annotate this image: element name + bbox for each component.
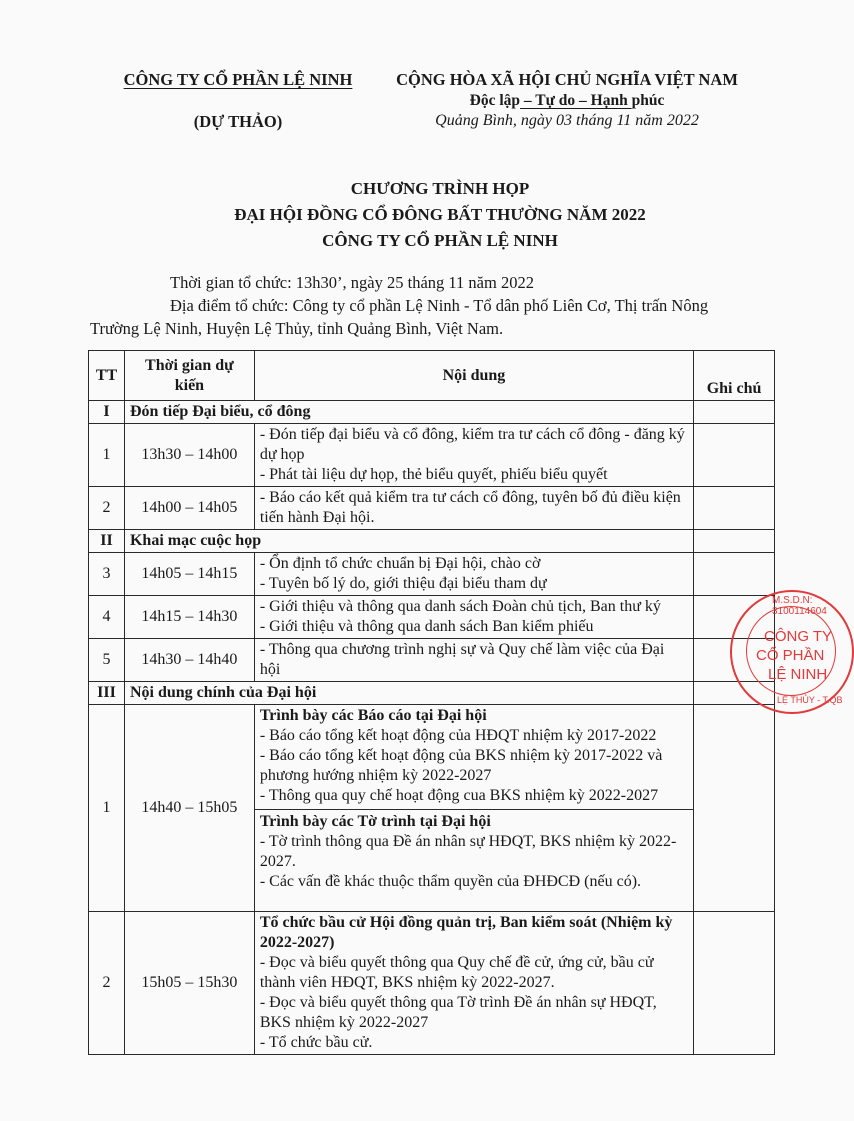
motto-part-1: Độc lập [469,92,521,109]
note-cell [694,705,775,912]
col-header-note: Ghi chú [694,351,775,401]
section-title: Khai mạc cuộc họp [124,530,693,553]
content-line: - Báo cáo tổng kết hoạt động của HĐQT nhiệm kỳ 2017-2022 [259,727,657,744]
seal-line-2: CỔ PHẦN [756,647,825,664]
section-row [89,401,775,424]
content-line: - Ổn định tổ chức chuẩn bị Đại hội, chào cờ [259,555,541,572]
row-content [254,553,693,596]
row-time: 14h05 – 14h15 [124,553,254,596]
seal-location: LỆ THỦY - T.QB [777,695,843,705]
title-line-1: CHƯƠNG TRÌNH HỌP [350,179,530,198]
section-row [89,530,775,553]
seal-line-1: CÔNG TY [764,628,833,645]
nation-header [382,70,752,130]
content-line: - Các vấn đề khác thuộc thẩm quyền của ĐHĐCĐ (nếu có). [259,873,642,890]
content-line: - Đọc và biểu quyết thông qua Tờ trình Đề án nhân sự HĐQT, BKS nhiệm kỳ 2022-2027 [259,994,657,1031]
row-time: 13h30 – 14h00 [124,424,254,487]
content-line: - Giới thiệu và thông qua danh sách Ban kiểm phiếu [259,618,594,635]
note-cell [694,530,775,553]
company-header [108,70,368,132]
table-row [89,912,775,1055]
content-line: - Tờ trình thông qua Đề án nhân sự HĐQT, BKS nhiệm kỳ 2022-2027. [259,833,677,870]
col-header-time: Thời gian dự kiến [124,351,254,401]
note-cell [694,487,775,530]
motto-part-2: – Tự do – Hạnh [520,92,632,109]
note-cell [694,401,775,424]
content-line: - Báo cáo tổng kết hoạt động của BKS nhiệm kỳ 2017-2022 và phương hướng nhiệm kỳ 2022-2027 [259,747,663,784]
row-time: 14h00 – 14h05 [124,487,254,530]
meeting-place: Địa điểm tổ chức: Công ty cổ phần Lệ Ninh - Tổ dân phố Liên Cơ, Thị trấn Nông Trường Lệ Ninh, Huyện Lệ Thủy, tỉnh Quảng Bình, Việt Nam. [90,296,709,338]
content-heading: Tổ chức bầu cử Hội đồng quản trị, Ban kiểm soát (Nhiệm kỳ 2022-2027) [259,914,673,951]
meeting-info [90,271,750,340]
table-row [89,639,775,682]
table-header-row [89,351,775,401]
content-line: - Đón tiếp đại biểu và cổ đông, kiểm tra tư cách cổ đông - đăng ký dự họp [259,426,685,463]
row-number: 3 [89,553,125,596]
content-heading: Trình bày các Tờ trình tại Đại hội [259,813,491,830]
content-heading: Trình bày các Báo cáo tại Đại hội [259,707,487,724]
seal-line-3: LỆ NINH [768,666,828,683]
content-subsection [255,809,693,910]
content-line: - Báo cáo kết quả kiểm tra tư cách cổ đông, tuyên bố đủ điều kiện tiến hành Đại hội. [259,489,681,526]
section-number: II [89,530,125,553]
company-seal [730,590,854,714]
content-line: - Tổ chức bầu cử. [259,1034,373,1051]
col-header-tt: TT [89,351,125,401]
row-time: 14h15 – 14h30 [124,596,254,639]
row-content [254,487,693,530]
content-line: - Thông qua chương trình nghị sự và Quy chế làm việc của Đại hội [259,641,665,678]
section-title: Nội dung chính của Đại hội [124,682,693,705]
row-content [254,424,693,487]
row-number: 2 [89,912,125,1055]
section-number: III [89,682,125,705]
row-number: 1 [89,705,125,912]
content-line: - Thông qua quy chế hoạt động cua BKS nhiệm kỳ 2022-2027 [259,787,659,804]
title-line-2: ĐẠI HỘI ĐỒNG CỔ ĐÔNG BẤT THƯỜNG NĂM 2022 [234,205,646,224]
table-row [89,487,775,530]
title-line-3: CÔNG TY CỔ PHẦN LỆ NINH [322,231,558,250]
section-title: Đón tiếp Đại biểu, cổ đông [124,401,693,424]
row-content [254,912,693,1055]
section-number: I [89,401,125,424]
table-row [89,553,775,596]
seal-tax-code: M.S.D.N: 3100114604 [772,595,827,617]
note-cell [694,424,775,487]
draft-label: (DỰ THẢO) [193,112,283,131]
table-row [89,596,775,639]
row-number: 1 [89,424,125,487]
content-line: - Đọc và biểu quyết thông qua Quy chế đề cử, ứng cử, bầu cử thành viên HĐQT, BKS nhiệm kỳ 2022-2027. [259,954,654,991]
meeting-time: Thời gian tổ chức: 13h30’, ngày 25 tháng 11 năm 2022 [170,273,534,292]
note-cell [694,553,775,596]
agenda-table [88,350,775,1055]
row-number: 5 [89,639,125,682]
row-number: 4 [89,596,125,639]
section-row [89,682,775,705]
row-time: 15h05 – 15h30 [124,912,254,1055]
row-content [254,596,693,639]
table-row [89,705,775,912]
row-content [254,705,693,912]
document-title [120,176,760,254]
row-content [254,639,693,682]
motto [382,92,752,110]
row-number: 2 [89,487,125,530]
content-line: - Giới thiệu và thông qua danh sách Đoàn chủ tịch, Ban thư ký [259,598,661,615]
motto-part-3: phúc [631,92,665,109]
content-line: - Phát tài liệu dự họp, thẻ biểu quyết, phiếu biểu quyết [259,466,608,483]
row-time: 14h30 – 14h40 [124,639,254,682]
table-row [89,424,775,487]
document-date: Quảng Bình, ngày 03 tháng 11 năm 2022 [435,112,699,129]
row-time: 14h40 – 15h05 [124,705,254,912]
nation-name: CỘNG HÒA XÃ HỘI CHỦ NGHĨA VIỆT NAM [396,70,738,89]
content-line: - Tuyên bố lý do, giới thiệu đại biểu tham dự [259,575,547,592]
note-cell [694,912,775,1055]
col-header-content: Nội dung [254,351,693,401]
company-name: CÔNG TY CỔ PHẦN LỆ NINH [123,70,353,89]
